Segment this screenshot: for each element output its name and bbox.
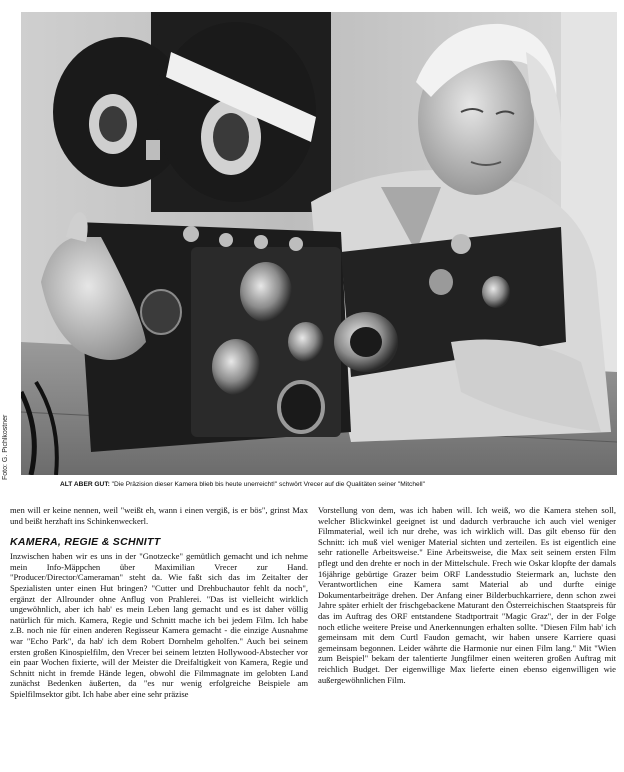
photo-credit: Foto: G. Pichlkostner xyxy=(2,414,9,480)
article-paragraph-body-left: Inzwischen haben wir es uns in der "Gnotzecke" gemütlich gemacht und ich nehme mein Info-Mäppchen über Maximilian Vrecer zur Hand. "Producer/Director/Cameraman" steht da. Wie faßt sich das im Zeitalter der Spezialisten unter einen Hut bringen? "Cutter und Drehbuchautor fehlt da noch", ergänzt der Allrounder ohne Anflug von Prahlerei. "Das ist vielleicht wirklich ungewöhnlich, aber ich hab' es mein Leben lang gemacht und es ist daher völlig natürlich für mich. Kamera, Regie und Schnitt mache ich bei jedem Film. Ich habe z.B. noch nie für einen anderen Regisseur Kamera gemacht - die einzige Ausnahme war "Echo Park", da hab' ich dem Robert Dornhelm geholfen." Auch bei seinem ersten großen Kinospielfilm, den Vrecer bei seinem letzten Hollywood-Abstecher vor ein paar Wochen fixierte, will der Meister die Dreifaltigkeit von Kamera, Regie und Schnitt nicht in fremde Hände legen, obwohl die Filmmagnate im gelobten Land zunächst Bedenken äußerten, da "es nur wenig erfolgreiche Beispiele am Spielfilmsektor gibt. Ich habe aber eine sehr präzise xyxy=(10,551,308,699)
caption-lead: ALT ABER GUT: xyxy=(60,481,110,488)
article-column-right xyxy=(318,505,616,685)
section-heading: KAMERA, REGIE & SCHNITT xyxy=(10,536,161,549)
article-photo xyxy=(21,12,617,475)
article-paragraph-body-right: Vorstellung von dem, was ich haben will. Ich weiß, wo die Kamera stehen soll, welcher Blickwinkel geeignet ist und dadurch verbrauche ich auch viel weniger Filmmaterial, weil ich nur drehe, was ich wirklich will. Das gilt ebenso für den Schnitt: ich muß viel weniger Material sichten und zerteilen. Es ist eigentlich eine sehr rationelle Arbeitsweise." Eine Arbeitsweise, die Max seit seinem ersten Film pflegt und den drehte er noch in der Mittelschule. Frech wie Oskar klopfte der damals 16jährige gebürtige Grazer beim ORF Landesstudio Steiermark an, luchste den Verantwortlichen eine Kamera samt Material ab und durfte einige Dokumentarbeiträge drehen. Der Anfang einer Bilderbuchkarriere, denn schon zwei Jahre später erhielt der frischgebackene Maturant den Österreichischen Staatspreis für das im Auftrag des ORF entstandene Stadtportrait "Magic Graz", der in der Folge noch etliche weitere Preise und Anerkennungen erhalten sollte. "Diesen Film hab' ich gemeinsam mit dem Curtl Faudon gemacht, wir haben unsere Karriere quasi gemeinsam begonnen. Leider währte die Harmonie nur einen Film lang." Mit "Wien zum Beispiel" bekam der talentierte Jungfilmer einen weiteren großen Auftrag mit reichlich Budget. Der eigenwillige Max lieferte einen ebenso eigenwilligen wie außergewöhnlichen Film. xyxy=(318,505,616,685)
photo-caption xyxy=(60,481,620,488)
article-paragraph-intro: men will er keine nennen, weil "weißt eh, wann i einen vergiß, is er bös", grinst Max und beißt herzhaft ins Schinkenweckerl. xyxy=(10,505,308,526)
photo-illustration xyxy=(21,12,617,475)
article-column-left xyxy=(10,505,308,700)
caption-text: "Die Präzision dieser Kamera blieb bis heute unerreicht!" schwört Vrecer auf die Qualitäten seiner "Mitchell" xyxy=(109,481,425,488)
